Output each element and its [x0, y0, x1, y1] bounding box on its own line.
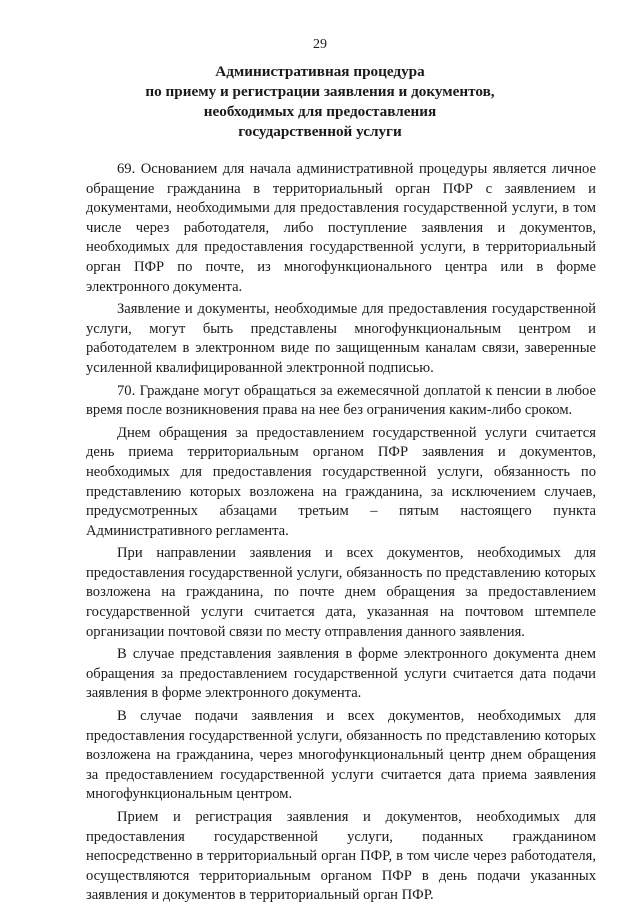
section-heading: [0, 62, 640, 142]
document-body: [86, 160, 596, 906]
paragraph-reception-registration: Прием и регистрация заявления и документов, необходимых для предоставления государственной услуги, поданных гражданином непосредственно в территориальный орган ПФР, в том числе через работодателя, осуществляются территориальным органом ПФР в день подачи указанных заявления и документов в территориальный орган ПФР.: [86, 809, 596, 904]
page-number: 29: [313, 37, 327, 52]
heading-line-4: государственной услуги: [238, 123, 402, 140]
paragraph-day-of-application: Днем обращения за предоставлением государственной услуги считается день приема территориальным органом ПФР заявления и документов, необходимых для предоставления государственной услуги, обязанность по представлению которых возложена на гражданина, за исключением случаев, предусмотренных абзацами третьим – пятым настоящего пункта Административного регламента.: [86, 424, 596, 539]
paragraph-electronic-submission: Заявление и документы, необходимые для предоставления государственной услуги, могут быть представлены многофункциональным центром и работодателем в электронном виде по защищенным каналам связи, заверенные усиленной квалифицированной электронной подписью.: [86, 301, 596, 376]
paragraph-multifunctional-center: В случае подачи заявления и всех документов, необходимых для предоставления государственной услуги, обязанность по представлению которых возложена на гражданина, через многофункциональный центр днем обращения за предоставлением государственной услуги считается дата приема заявления многофункциональным центром.: [86, 708, 596, 803]
heading-line-3: необходимых для предоставления: [203, 103, 437, 120]
heading-line-1: Административная процедура: [215, 63, 425, 80]
paragraph-70: 70. Граждане могут обращаться за ежемесячной доплатой к пенсии в любое время после возникновения права на нее без ограничения каким-либо сроком.: [86, 382, 596, 419]
paragraph-electronic-document: В случае представления заявления в форме электронного документа днем обращения за предоставлением государственной услуги считается дата подачи заявления в форме электронного документа.: [86, 646, 596, 702]
paragraph-by-mail: При направлении заявления и всех документов, необходимых для предоставления государственной услуги, обязанность по представлению которых возложена на гражданина, по почте днем обращения за предоставлением государственной услуги считается дата, указанная на почтовом штемпеле организации почтовой связи по месту отправления данного заявления.: [86, 545, 596, 640]
heading-line-2: по приему и регистрации заявления и документов,: [145, 83, 495, 100]
paragraph-69: 69. Основанием для начала административной процедуры является личное обращение гражданина в территориальный орган ПФР с заявлением и документами, необходимыми для предоставления государственной услуги, в том числе через работодателя, либо поступление заявления и документов, необходимых для предоставления государственной услуги, в территориальный орган ПФР по почте, из многофункционального центра или в форме электронного документа.: [86, 161, 596, 295]
